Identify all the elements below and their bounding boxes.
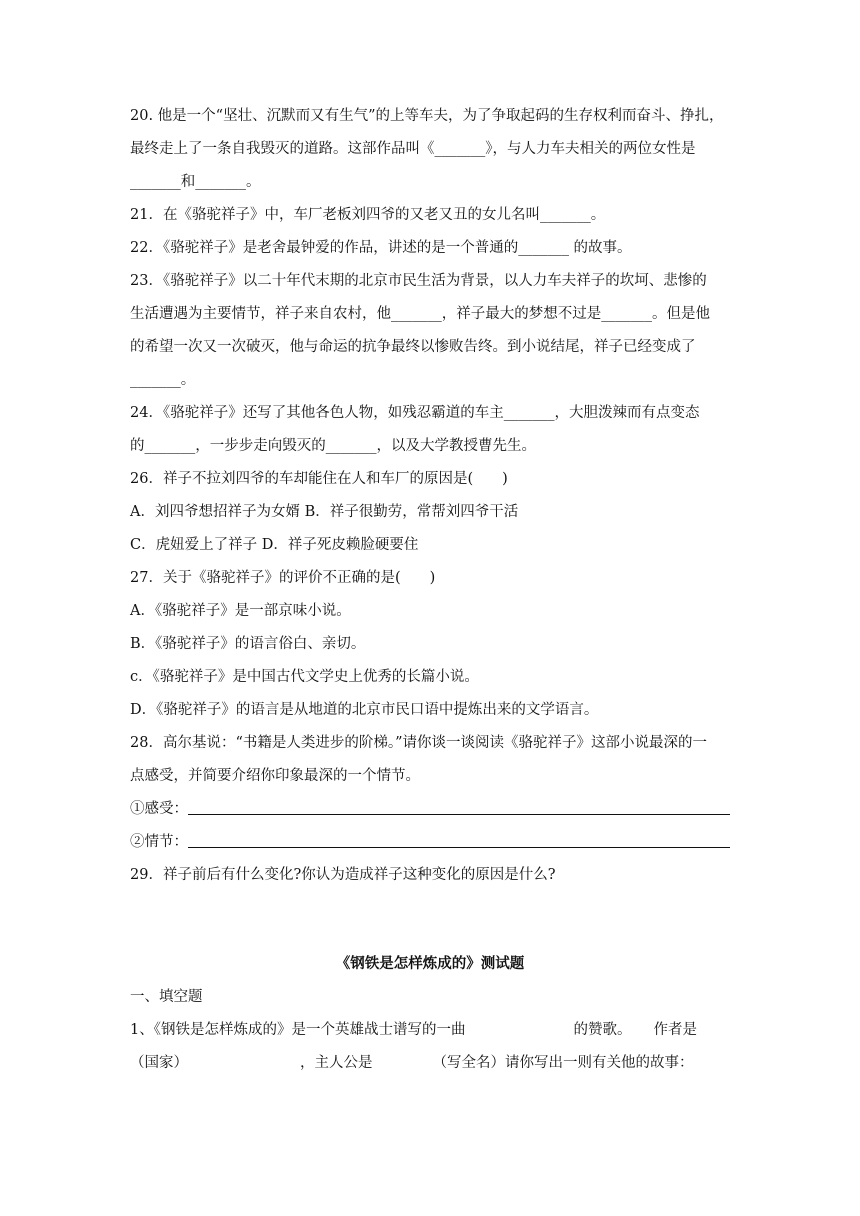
s2-q1-d: （国家） — [130, 1055, 188, 1071]
s2-q1-line1 — [130, 1020, 730, 1053]
q27-option-d: D．《骆驼祥子》的语言是从地道的北京市民口语中提炼出来的文学语言。 — [130, 702, 599, 718]
q28-feel-label: ①感受： — [130, 801, 188, 817]
q26-stem: 26．祥子不拉刘四爷的车却能住在人和车厂的原因是( ) — [130, 471, 508, 487]
q26-options-cd: C．虎妞爱上了祥子 D．祥子死皮赖脸硬要住 — [130, 537, 419, 553]
s2-q1-a: 1、《钢铁是怎样炼成的》是一个英雄战士谱写的一曲 — [130, 1022, 466, 1038]
q29: 29．祥子前后有什么变化?你认为造成祥子这种变化的原因是什么? — [130, 867, 556, 883]
q28-feel-blank[interactable] — [188, 800, 730, 815]
q27-option-a: A．《骆驼祥子》是一部京味小说。 — [130, 603, 351, 619]
q27-option-c: c．《骆驼祥子》是中国古代文学史上优秀的长篇小说。 — [130, 669, 479, 685]
s2-q1-b: 的赞歌。 — [573, 1022, 632, 1038]
s2-q1-f: （写全名）请你写出一则有关他的故事： — [432, 1055, 694, 1071]
q28-plot-label: ②情节： — [130, 834, 188, 850]
q28-feel-row — [130, 799, 730, 832]
q23-line4: _______。 — [130, 372, 196, 388]
q28-plot-blank[interactable] — [188, 833, 730, 848]
q28-line1: 28．高尔基说：“书籍是人类进步的阶梯。”请你谈一谈阅读《骆驼祥子》这部小说最深的一 — [130, 735, 708, 751]
q21: 21．在《骆驼祥子》中，车厂老板刘四爷的又老又丑的女儿名叫_______。 — [130, 207, 606, 223]
q28-plot-row — [130, 832, 730, 865]
q27-stem: 27．关于《骆驼祥子》的评价不正确的是( ) — [130, 570, 436, 586]
q20-line3: _______和_______。 — [130, 174, 261, 190]
q22: 22．《骆驼祥子》是老舍最钟爱的作品，讲述的是一个普通的_______ 的故事。 — [130, 240, 632, 256]
q23-line3: 的希望一次又一次破灭，他与命运的抗争最终以惨败告终。到小说结尾，祥子已经变成了 — [130, 339, 696, 355]
q27-option-b: B．《骆驼祥子》的语言俗白、亲切。 — [130, 636, 366, 652]
section2-title: 《钢铁是怎样炼成的》测试题 — [335, 955, 525, 972]
s2-q1-e: ，主人公是 — [300, 1055, 373, 1071]
q23-line1: 23．《骆驼祥子》以二十年代末期的北京市民生活为背景，以人力车夫祥子的坎坷、悲惨的 — [130, 273, 707, 289]
section2-part: 一、填空题 — [130, 989, 203, 1005]
s2-q1-c: 作者是 — [653, 1022, 697, 1038]
q24-line2: 的_______，一步步走向毁灭的_______，以及大学教授曹先生。 — [130, 438, 536, 454]
q23-line2: 生活遭遇为主要情节，祥子来自农村，他_______，祥子最大的梦想不过是_______。但是他 — [130, 306, 710, 322]
exam-page — [130, 106, 730, 1086]
q20-line1: 20. 他是一个“坚壮、沉默而又有生气”的上等车夫，为了争取起码的生存权利而奋斗、挣扎， — [130, 108, 724, 124]
q26-options-ab: A．刘四爷想招祥子为女婿 B．祥子很勤劳，常帮刘四爷干活 — [130, 504, 519, 520]
q28-line2: 点感受，并简要介绍你印象最深的一个情节。 — [130, 768, 420, 784]
q24-line1: 24．《骆驼祥子》还写了其他各色人物，如残忍霸道的车主_______，大胆泼辣而有点变态 — [130, 405, 700, 421]
q20-line2: 最终走上了一条自我毁灭的道路。这部作品叫《_______》，与人力车夫相关的两位女性是 — [130, 141, 696, 157]
s2-q1-line2 — [130, 1053, 730, 1086]
